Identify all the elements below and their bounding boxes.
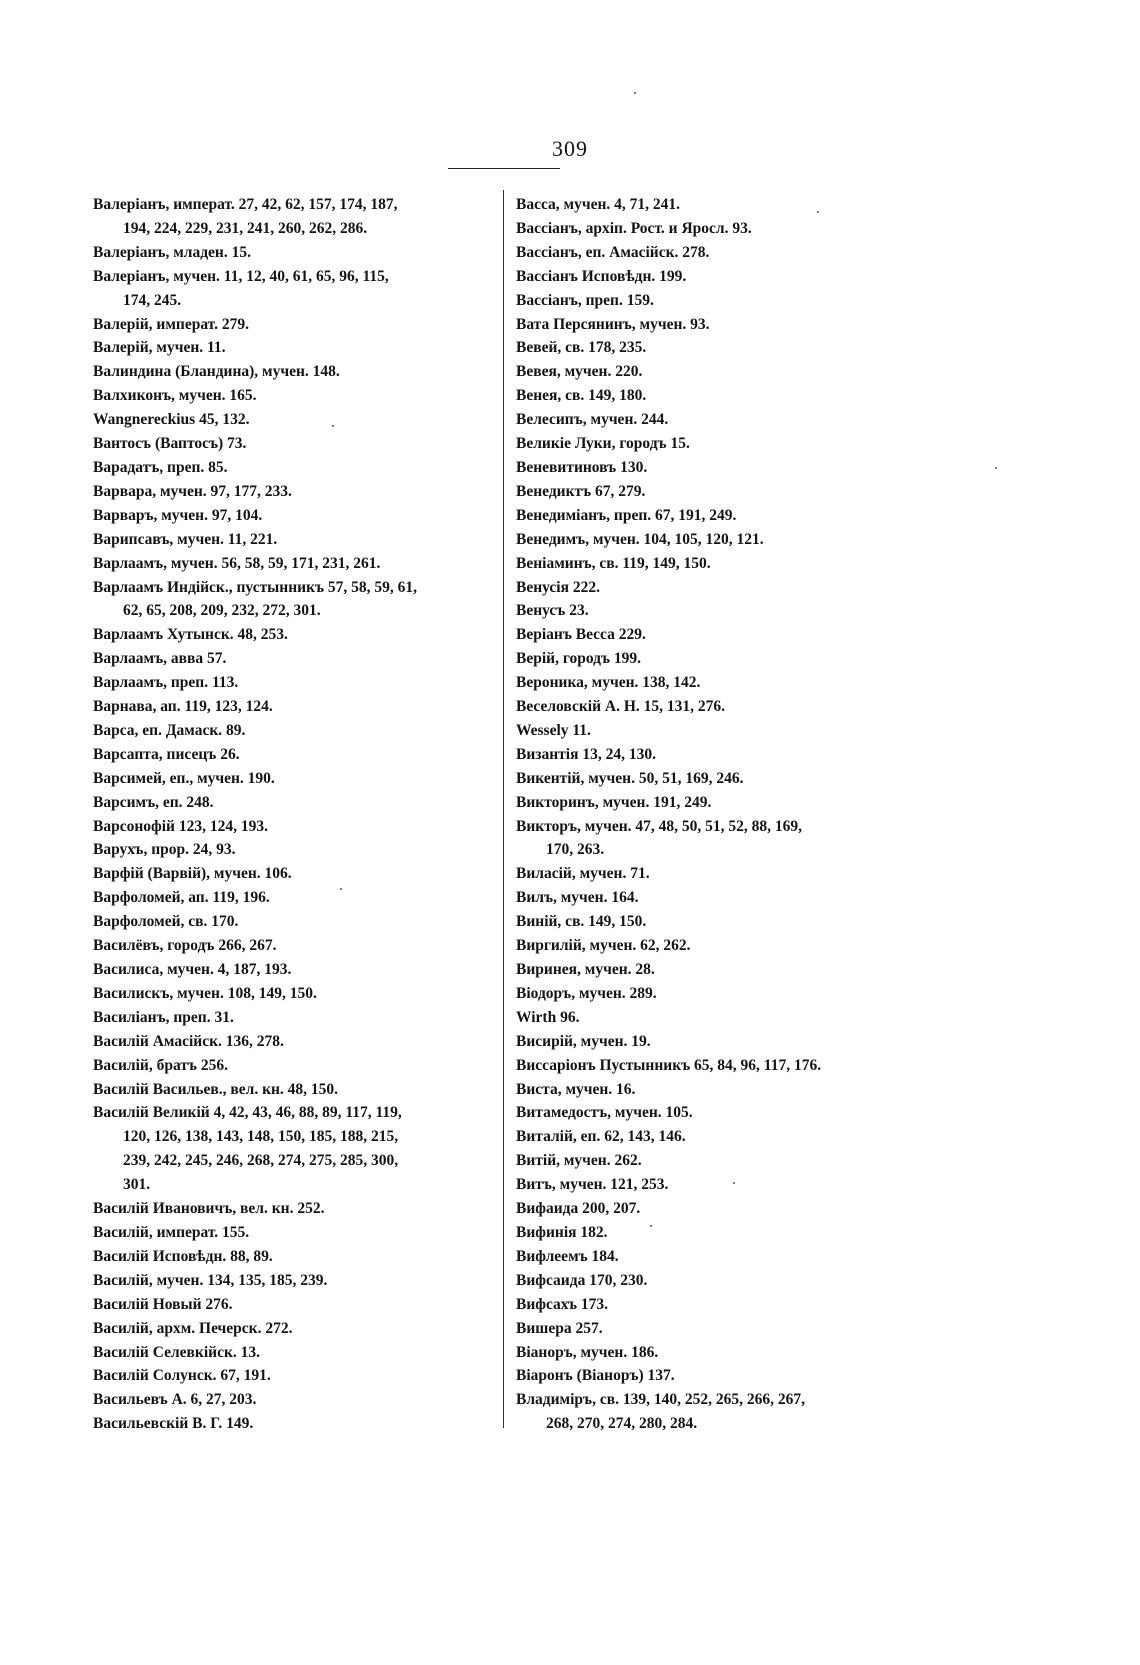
index-entry-line: Варлаамъ, авва 57. xyxy=(93,650,227,668)
index-entry-line: Вифсаида 170, 230. xyxy=(516,1271,648,1289)
page-number: 309 xyxy=(552,136,588,161)
index-entry xyxy=(93,265,495,313)
index-entry-line: Вассіанъ, еп. Амасійск. 278. xyxy=(516,243,710,261)
index-entry xyxy=(516,886,928,910)
index-entry xyxy=(516,1030,928,1054)
index-entry xyxy=(516,336,928,360)
index-entry xyxy=(516,982,928,1006)
index-entry xyxy=(93,1030,495,1054)
index-entry-line: Васильевъ А. 6, 27, 203. xyxy=(93,1391,257,1409)
index-entry-line: Великіе Луки, городъ 15. xyxy=(516,435,690,453)
index-entry-line: Венея, св. 149, 180. xyxy=(516,387,647,405)
index-entry xyxy=(516,1388,928,1436)
index-entry xyxy=(93,1078,495,1102)
index-entry-line: Венедиміанъ, преп. 67, 191, 249. xyxy=(516,506,737,524)
index-entry-line: Василій Амасійск. 136, 278. xyxy=(93,1032,284,1050)
index-entry-line: Василій, императ. 155. xyxy=(93,1223,250,1241)
index-entry-line: Вифаида 200, 207. xyxy=(516,1200,641,1218)
index-entry xyxy=(516,289,928,313)
index-entry xyxy=(93,934,495,958)
index-entry-line: Варвара, мучен. 97, 177, 233. xyxy=(93,482,292,500)
index-entry-line: Варлаамъ Индійск., пустынникъ 57, 58, 59, 61, xyxy=(93,578,418,596)
index-entry-line: Варфоломей, ап. 119, 196. xyxy=(93,889,270,907)
index-entry xyxy=(516,862,928,886)
index-entry-line: Василиса, мучен. 4, 187, 193. xyxy=(93,961,292,978)
index-entry xyxy=(516,241,928,265)
index-entry xyxy=(516,1101,928,1125)
index-entry xyxy=(93,982,495,1006)
index-entry xyxy=(516,623,928,647)
index-entry xyxy=(93,241,495,265)
index-entry-line: Виргилій, мучен. 62, 262. xyxy=(516,937,691,955)
index-entry-line: Вишера 257. xyxy=(516,1319,603,1337)
index-entry-line: Вассіанъ, преп. 159. xyxy=(516,291,654,309)
index-entry-line: Венусія 222. xyxy=(516,578,600,596)
index-entry xyxy=(93,815,495,839)
index-entry xyxy=(93,838,495,862)
index-entry xyxy=(516,313,928,337)
index-entry xyxy=(93,1245,495,1269)
index-entry xyxy=(516,456,928,480)
index-entry xyxy=(516,1125,928,1149)
scan-speck xyxy=(340,888,342,890)
index-entry-line: Варлаамъ, мучен. 56, 58, 59, 171, 231, 261. xyxy=(93,554,381,572)
index-entry-line: Варфоломей, св. 170. xyxy=(93,913,239,931)
index-entry-line: Вифсахъ 173. xyxy=(516,1295,609,1313)
index-entry-line: Вилъ, мучен. 164. xyxy=(516,889,639,907)
index-entry-line: Веселовскій А. Н. 15, 131, 276. xyxy=(516,698,726,716)
index-entry xyxy=(516,504,928,528)
index-entry-line: Василій Селевкійск. 13. xyxy=(93,1343,261,1361)
index-entry xyxy=(93,336,495,360)
index-entry-line: Вантосъ (Ваптосъ) 73. xyxy=(93,435,247,453)
index-entry xyxy=(516,408,928,432)
index-entry-line: Вифинія 182. xyxy=(516,1223,608,1241)
index-entry xyxy=(516,1006,928,1030)
scan-speck xyxy=(634,92,636,94)
index-entry xyxy=(516,1341,928,1365)
index-entry-line: Василій Солунск. 67, 191. xyxy=(93,1367,271,1385)
index-entry-line: Викторинъ, мучен. 191, 249. xyxy=(516,793,712,811)
index-entry-line: Васильевскій В. Г. 149. xyxy=(93,1415,254,1433)
index-entry-line: Витій, мучен. 262. xyxy=(516,1152,642,1170)
index-entry xyxy=(93,958,495,982)
index-entry xyxy=(93,528,495,552)
scan-speck xyxy=(650,1225,652,1227)
index-entry-line: Василёвъ, городъ 266, 267. xyxy=(93,937,277,955)
index-entry-line: Варнава, ап. 119, 123, 124. xyxy=(93,698,273,716)
index-entry xyxy=(516,528,928,552)
scan-speck xyxy=(817,211,819,213)
scan-speck xyxy=(733,1182,735,1184)
index-entry xyxy=(93,1221,495,1245)
index-entry-line: Вероника, мучен. 138, 142. xyxy=(516,674,701,692)
index-entry-line: Варсапта, писецъ 26. xyxy=(93,745,240,763)
index-entry xyxy=(516,1317,928,1341)
index-entry-line: Варухъ, прор. 24, 93. xyxy=(93,841,236,859)
index-entry xyxy=(93,432,495,456)
index-entry-line: Виста, мучен. 16. xyxy=(516,1080,636,1098)
index-entry xyxy=(516,1197,928,1221)
index-entry xyxy=(93,1412,495,1436)
index-entry-line: Веріанъ Весса 229. xyxy=(516,626,646,644)
index-entry-line: Варваръ, мучен. 97, 104. xyxy=(93,506,263,524)
index-entry xyxy=(516,1054,928,1078)
index-entry xyxy=(93,576,495,624)
index-entry-line: Василіанъ, преп. 31. xyxy=(93,1008,234,1026)
index-entry xyxy=(516,1173,928,1197)
index-entry xyxy=(93,791,495,815)
index-entry xyxy=(93,193,495,241)
index-entry xyxy=(516,934,928,958)
index-entry-line: Владиміръ, св. 139, 140, 252, 265, 266, 267, xyxy=(516,1391,805,1409)
index-column-right xyxy=(516,193,928,1436)
index-entry-line: Виласій, мучен. 71. xyxy=(516,865,650,883)
index-entry xyxy=(93,1006,495,1030)
index-entry-line: Валерій, мучен. 11. xyxy=(93,339,226,357)
index-entry-line: Василій Васильев., вел. кн. 48, 150. xyxy=(93,1080,339,1098)
index-entry-line: Валхиконъ, мучен. 165. xyxy=(93,387,257,405)
index-entry xyxy=(93,1054,495,1078)
index-entry-line: Виринея, мучен. 28. xyxy=(516,961,655,978)
index-entry xyxy=(516,432,928,456)
index-entry-line: Василискъ, мучен. 108, 149, 150. xyxy=(93,984,317,1002)
index-entry-line: Венедиктъ 67, 279. xyxy=(516,482,646,500)
index-entry xyxy=(93,743,495,767)
index-entry-line: Василій, братъ 256. xyxy=(93,1056,228,1074)
index-entry-line: Варсонофій 123, 124, 193. xyxy=(93,817,268,835)
index-entry xyxy=(516,193,928,217)
index-entry xyxy=(93,552,495,576)
index-entry-line: Виній, св. 149, 150. xyxy=(516,913,647,931)
index-entry xyxy=(93,1101,495,1197)
index-entry xyxy=(93,719,495,743)
index-entry xyxy=(516,576,928,600)
index-entry xyxy=(93,695,495,719)
index-entry xyxy=(516,767,928,791)
index-entry xyxy=(93,647,495,671)
index-entry-line: Варсимей, еп., мучен. 190. xyxy=(93,769,275,787)
index-entry xyxy=(516,695,928,719)
index-entry xyxy=(93,1388,495,1412)
index-entry xyxy=(516,1269,928,1293)
index-entry xyxy=(516,719,928,743)
index-entry-line: Веніаминъ, св. 119, 149, 150. xyxy=(516,554,711,572)
index-entry-line: Вевея, мучен. 220. xyxy=(516,363,643,381)
index-entry xyxy=(516,958,928,982)
index-entry-continuation: 62, 65, 208, 209, 232, 272, 301. xyxy=(123,602,321,620)
index-entry-line: Варлаамъ, преп. 113. xyxy=(93,674,239,692)
index-entry-line: Валиндина (Бландина), мучен. 148. xyxy=(93,363,340,381)
index-entry-line: Велесипъ, мучен. 244. xyxy=(516,411,669,429)
index-entry-continuation: 170, 263. xyxy=(546,841,605,859)
index-entry xyxy=(93,1293,495,1317)
index-entry-line: Венедимъ, мучен. 104, 105, 120, 121. xyxy=(516,530,764,548)
index-entry xyxy=(516,384,928,408)
index-entry xyxy=(93,671,495,695)
index-entry-line: Варфій (Варвій), мучен. 106. xyxy=(93,865,292,883)
index-entry xyxy=(516,217,928,241)
index-entry xyxy=(516,910,928,934)
column-divider xyxy=(503,190,504,1428)
index-entry xyxy=(93,384,495,408)
index-entry xyxy=(93,408,495,432)
index-entry-line: Василій Новый 276. xyxy=(93,1295,233,1313)
index-entry-line: Витамедостъ, мучен. 105. xyxy=(516,1104,693,1122)
index-entry-line: Вата Персянинъ, мучен. 93. xyxy=(516,315,710,333)
index-entry-line: Валеріанъ, мучен. 11, 12, 40, 61, 65, 96, 115, xyxy=(93,267,389,285)
index-entry-line: Wangnereckius 45, 132. xyxy=(93,411,250,429)
index-entry xyxy=(516,265,928,289)
index-entry-line: Wessely 11. xyxy=(516,721,591,739)
scan-speck xyxy=(995,467,997,469)
index-entry xyxy=(93,360,495,384)
index-entry xyxy=(516,1364,928,1388)
index-entry-line: Василій Исповѣдн. 88, 89. xyxy=(93,1247,273,1265)
index-entry xyxy=(516,743,928,767)
index-entry-continuation: 301. xyxy=(123,1176,151,1194)
index-entry-continuation: 239, 242, 245, 246, 268, 274, 275, 285, 300, xyxy=(123,1152,399,1170)
index-entry xyxy=(516,552,928,576)
index-entry-line: Варлаамъ Хутынск. 48, 253. xyxy=(93,626,288,644)
index-entry xyxy=(93,767,495,791)
index-entry-line: Валеріанъ, императ. 27, 42, 62, 157, 174, 187, xyxy=(93,196,398,213)
index-entry xyxy=(93,1197,495,1221)
index-entry xyxy=(93,504,495,528)
index-entry-line: Wirth 96. xyxy=(516,1008,580,1026)
index-entry xyxy=(516,360,928,384)
index-entry-line: Варадатъ, преп. 85. xyxy=(93,458,228,476)
index-entry-line: Василій Великій 4, 42, 43, 46, 88, 89, 117, 119, xyxy=(93,1104,402,1122)
index-entry-line: Валерій, императ. 279. xyxy=(93,315,249,333)
index-entry-continuation: 194, 224, 229, 231, 241, 260, 262, 286. xyxy=(123,219,368,237)
index-entry xyxy=(93,456,495,480)
index-entry xyxy=(516,791,928,815)
index-entry xyxy=(516,1221,928,1245)
index-entry-line: Вассіанъ, архіп. Рост. и Яросл. 93. xyxy=(516,219,752,237)
index-entry-line: Вевей, св. 178, 235. xyxy=(516,339,647,357)
index-entry xyxy=(93,1341,495,1365)
index-entry-line: Викентій, мучен. 50, 51, 169, 246. xyxy=(516,769,744,787)
index-entry xyxy=(93,910,495,934)
index-entry-line: Викторъ, мучен. 47, 48, 50, 51, 52, 88, 169, xyxy=(516,817,803,835)
index-entry xyxy=(516,1149,928,1173)
index-entry xyxy=(93,313,495,337)
index-entry xyxy=(93,862,495,886)
index-entry-line: Витъ, мучен. 121, 253. xyxy=(516,1176,669,1194)
index-entry xyxy=(516,647,928,671)
index-entry xyxy=(93,1364,495,1388)
index-entry xyxy=(516,815,928,863)
index-entry-line: Веневитиновъ 130. xyxy=(516,458,648,476)
index-entry xyxy=(516,671,928,695)
index-entry-line: Віодоръ, мучен. 289. xyxy=(516,984,657,1002)
index-entry xyxy=(516,480,928,504)
index-entry-continuation: 120, 126, 138, 143, 148, 150, 185, 188, 215, xyxy=(123,1128,399,1146)
index-entry-line: Віаноръ, мучен. 186. xyxy=(516,1343,659,1361)
index-entry-continuation: 174, 245. xyxy=(123,291,182,309)
header-rule xyxy=(448,168,560,169)
scan-speck xyxy=(332,425,334,427)
index-entry xyxy=(516,599,928,623)
index-entry-line: Василій Ивановичъ, вел. кн. 252. xyxy=(93,1200,325,1218)
index-entry-line: Венусъ 23. xyxy=(516,602,589,620)
index-entry-line: Варса, еп. Дамаск. 89. xyxy=(93,721,246,739)
index-entry xyxy=(516,1078,928,1102)
index-entry-line: Вифлеемъ 184. xyxy=(516,1247,619,1265)
index-entry-line: Василій, мучен. 134, 135, 185, 239. xyxy=(93,1271,328,1289)
index-entry-line: Варипсавъ, мучен. 11, 221. xyxy=(93,530,278,548)
index-entry-line: Виссаріонъ Пустынникъ 65, 84, 96, 117, 176. xyxy=(516,1056,822,1074)
index-entry-line: Василій, архм. Печерск. 272. xyxy=(93,1319,293,1337)
index-entry-line: Висирій, мучен. 19. xyxy=(516,1032,651,1050)
index-entry-line: Віаронъ (Віаноръ) 137. xyxy=(516,1367,675,1385)
index-entry xyxy=(93,480,495,504)
index-entry-line: Византія 13, 24, 130. xyxy=(516,745,656,763)
index-column-left xyxy=(93,193,495,1436)
index-entry xyxy=(516,1293,928,1317)
index-entry xyxy=(93,623,495,647)
index-entry-line: Верій, городъ 199. xyxy=(516,650,642,668)
index-entry xyxy=(93,1317,495,1341)
index-entry xyxy=(93,886,495,910)
index-entry xyxy=(516,1245,928,1269)
index-entry-line: Виталій, еп. 62, 143, 146. xyxy=(516,1128,686,1146)
index-entry-line: Васса, мучен. 4, 71, 241. xyxy=(516,196,681,213)
index-entry-line: Валеріанъ, младен. 15. xyxy=(93,243,251,261)
index-entry-line: Вассіанъ Исповѣдн. 199. xyxy=(516,267,687,285)
index-entry-line: Варсимъ, еп. 248. xyxy=(93,793,214,811)
index-entry-continuation: 268, 270, 274, 280, 284. xyxy=(546,1415,698,1433)
index-entry xyxy=(93,1269,495,1293)
